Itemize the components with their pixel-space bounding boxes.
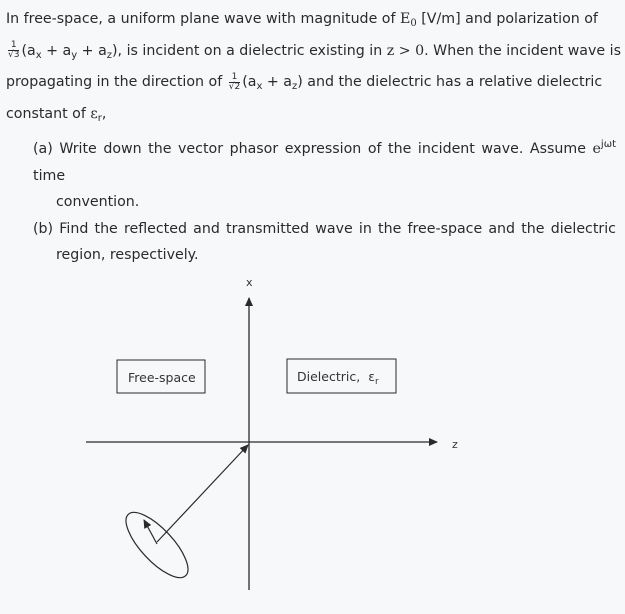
part-a-continued: convention.	[56, 194, 140, 210]
incident-wave-arrow	[157, 445, 248, 542]
part-b-continued: region, respectively.	[56, 247, 199, 263]
symbol-E-subscript: 0	[410, 18, 417, 29]
part-a: (a) Write down the vector phasor expression of the incident wave. Assume $e^{j\omega t}$ time	[33, 139, 616, 184]
text-segment: In free-space, a uniform plane wave with magnitude of	[6, 11, 400, 27]
x-axis-label: x	[246, 276, 253, 289]
symbol-epsilon: ε	[90, 105, 98, 122]
polarization-arrow	[144, 520, 157, 544]
polarization-ellipse	[117, 503, 198, 586]
text-segment: [V/m] and polarization of	[416, 11, 598, 27]
part-b: (b) Find the reflected and transmitted wave in the free-space and the dielectric	[33, 220, 616, 237]
z-axis-label: z	[452, 438, 458, 451]
region-condition: z > 0	[386, 42, 425, 59]
problem-line-4: constant of $\varepsilon_r$,	[6, 105, 107, 124]
fraction-1-over-root2: $\frac{1}{√2}$	[228, 71, 241, 92]
free-space-label: Free-space	[128, 370, 196, 385]
symbol-E: E	[400, 11, 411, 27]
dielectric-label: Dielectric, $\varepsilon_r$	[297, 369, 379, 387]
fraction-1-over-root3: $\frac{1}{√3}$	[8, 40, 20, 60]
problem-line-3: propagating in the direction of $\frac{1}{√2}$ $(a_x + a_z)$ and the dielectric has a relative dielectric	[6, 71, 603, 92]
problem-line-2: $\frac{1}{√3}$ $(a_x + a_y + a_z)$, is incident on a dielectric existing in z > 0. When the incident wave is	[8, 40, 621, 61]
